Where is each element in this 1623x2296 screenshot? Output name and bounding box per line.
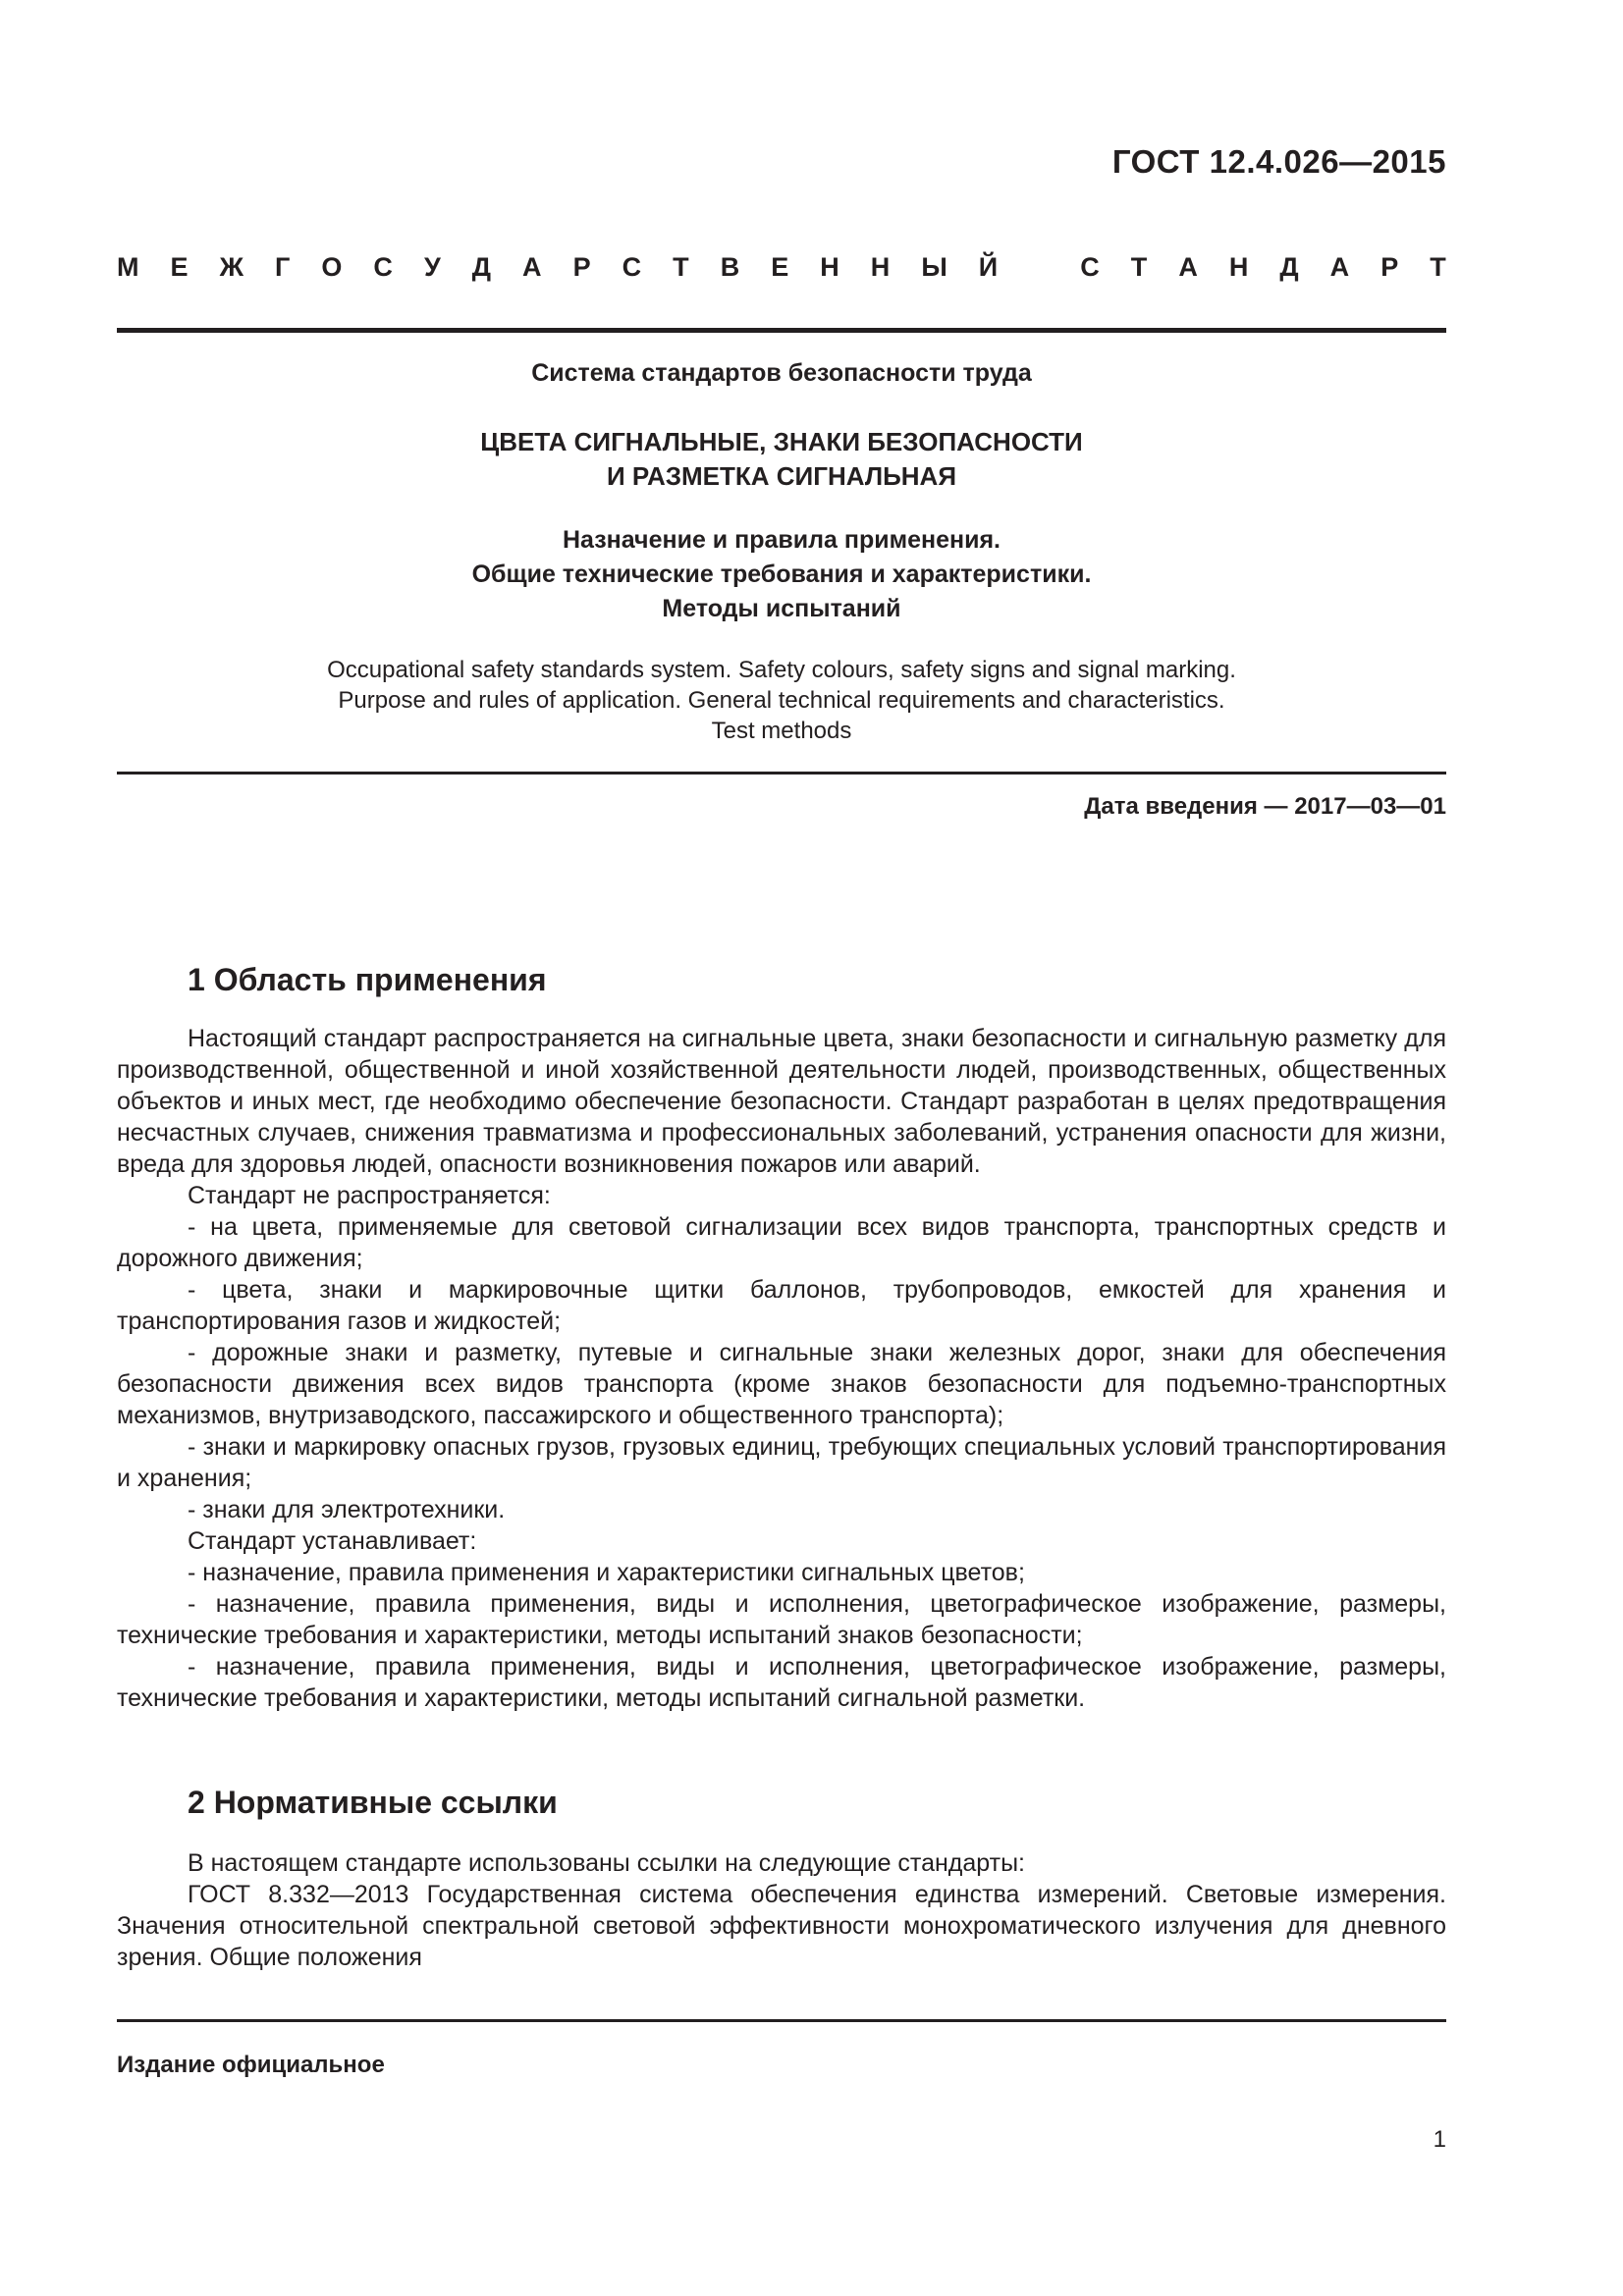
interstate-letter: Ы	[921, 251, 947, 282]
interstate-letter: Н	[820, 251, 839, 282]
interstate-letter: Д	[471, 251, 492, 282]
interstate-letter: С	[622, 251, 642, 282]
section-2-body	[117, 1847, 1446, 1973]
interstate-letter: В	[720, 251, 740, 282]
interstate-letter: Д	[1279, 251, 1299, 282]
list-item: - дорожные знаки и разметку, путевые и сигнальные знаки железных дорог, знаки для обеспечения безопасности движения всех видов транспорта (кроме знаков безопасности для подъемно-транспортных механизмов, внутризаводского, пассажирского и общественного транспорта);	[117, 1339, 1446, 1429]
subtitle-line: Общие технические требования и характеристики.	[471, 561, 1092, 588]
gost-number: ГОСТ 12.4.026—2015	[1111, 143, 1446, 180]
section-1-body	[117, 1023, 1446, 1714]
english-title-line: Occupational safety standards system. Safety colours, safety signs and signal marking.	[327, 657, 1236, 683]
interstate-letter: Н	[870, 251, 891, 282]
introduction-date: Дата введения — 2017—03—01	[1084, 793, 1446, 820]
interstate-letter: С	[373, 251, 393, 282]
list-item: - назначение, правила применения и характеристики сигнальных цветов;	[188, 1559, 1025, 1586]
interstate-letter: Р	[1380, 251, 1399, 282]
list-item: - назначение, правила применения, виды и исполнения, цветографическое изображение, размеры, технические требования и характеристики, методы испытаний сигнальной разметки.	[117, 1653, 1446, 1712]
english-title-line: Purpose and rules of application. General technical requirements and characteristics.	[338, 687, 1225, 714]
interstate-letter: Н	[1228, 251, 1249, 282]
interstate-letter: Р	[572, 251, 591, 282]
reference-item: ГОСТ 8.332—2013 Государственная система обеспечения единства измерений. Световые измерения. Значения относительной спектральной световой эффективности монохроматического излучения для дневного зрения. Общие положения	[117, 1881, 1446, 1971]
interstate-letter: Ж	[219, 251, 243, 282]
list-item: - знаки и маркировку опасных грузов, грузовых единиц, требующих специальных условий транспортирования и хранения;	[117, 1433, 1446, 1492]
interstate-letter: Й	[978, 251, 999, 282]
interstate-letter: Т	[673, 251, 689, 282]
interstate-letter: М	[117, 251, 139, 282]
english-title	[117, 655, 1446, 746]
interstate-standard-heading	[117, 247, 1446, 287]
section-2-heading: 2 Нормативные ссылки	[188, 1785, 558, 1820]
list-item: - знаки для электротехники.	[188, 1496, 506, 1523]
paragraph: Настоящий стандарт распространяется на сигнальные цвета, знаки безопасности и сигнальную разметку для производственной, общественной и иной хозяйственной деятельности людей, производственных, общественных объектов и иных мест, где необходимо обеспечение безопасности. Стандарт разработан в целях предотвращения несчастных случаев, снижения травматизма и профессиональных заболеваний, устранения опасности для жизни, вреда для здоровья людей, опасности возникновения пожаров или аварий.	[117, 1025, 1446, 1178]
paragraph: Стандарт не распространяется:	[188, 1182, 551, 1209]
interstate-letter: Т	[1130, 251, 1148, 282]
english-title-line: Test methods	[711, 718, 852, 744]
document-main-title	[117, 425, 1446, 494]
interstate-letter: Е	[170, 251, 189, 282]
title-divider	[117, 772, 1446, 774]
main-title-line: И РАЗМЕТКА СИГНАЛЬНАЯ	[606, 461, 957, 491]
interstate-letter: А	[1329, 251, 1350, 282]
subtitle-line: Методы испытаний	[662, 595, 901, 622]
interstate-letter: А	[1178, 251, 1198, 282]
document-subtitle	[117, 523, 1446, 626]
interstate-letter: Т	[1430, 251, 1446, 282]
list-item: - назначение, правила применения, виды и исполнения, цветографическое изображение, размеры, технические требования и характеристики, методы испытаний знаков безопасности;	[117, 1590, 1446, 1649]
list-item: - на цвета, применяемые для световой сигнализации всех видов транспорта, транспортных средств и дорожного движения;	[117, 1213, 1446, 1272]
interstate-letter: Е	[771, 251, 789, 282]
interstate-letter: У	[423, 251, 441, 282]
paragraph: Стандарт устанавливает:	[188, 1527, 477, 1555]
interstate-letter: Г	[275, 251, 291, 282]
top-divider	[117, 328, 1446, 333]
main-title-line: ЦВЕТА СИГНАЛЬНЫЕ, ЗНАКИ БЕЗОПАСНОСТИ	[480, 427, 1083, 456]
page-number: 1	[1433, 2126, 1446, 2153]
standards-system-title: Система стандартов безопасности труда	[531, 359, 1032, 387]
section-1-heading: 1 Область применения	[188, 962, 547, 997]
interstate-letter: С	[1080, 251, 1100, 282]
interstate-letter: О	[321, 251, 343, 282]
footer-divider	[117, 2019, 1446, 2022]
subtitle-line: Назначение и правила применения.	[562, 526, 1001, 554]
paragraph: В настоящем стандарте использованы ссылки на следующие стандарты:	[188, 1849, 1026, 1877]
interstate-letter: А	[522, 251, 542, 282]
official-edition-label: Издание официальное	[117, 2052, 385, 2078]
list-item: - цвета, знаки и маркировочные щитки баллонов, трубопроводов, емкостей для хранения и транспортирования газов и жидкостей;	[117, 1276, 1446, 1335]
